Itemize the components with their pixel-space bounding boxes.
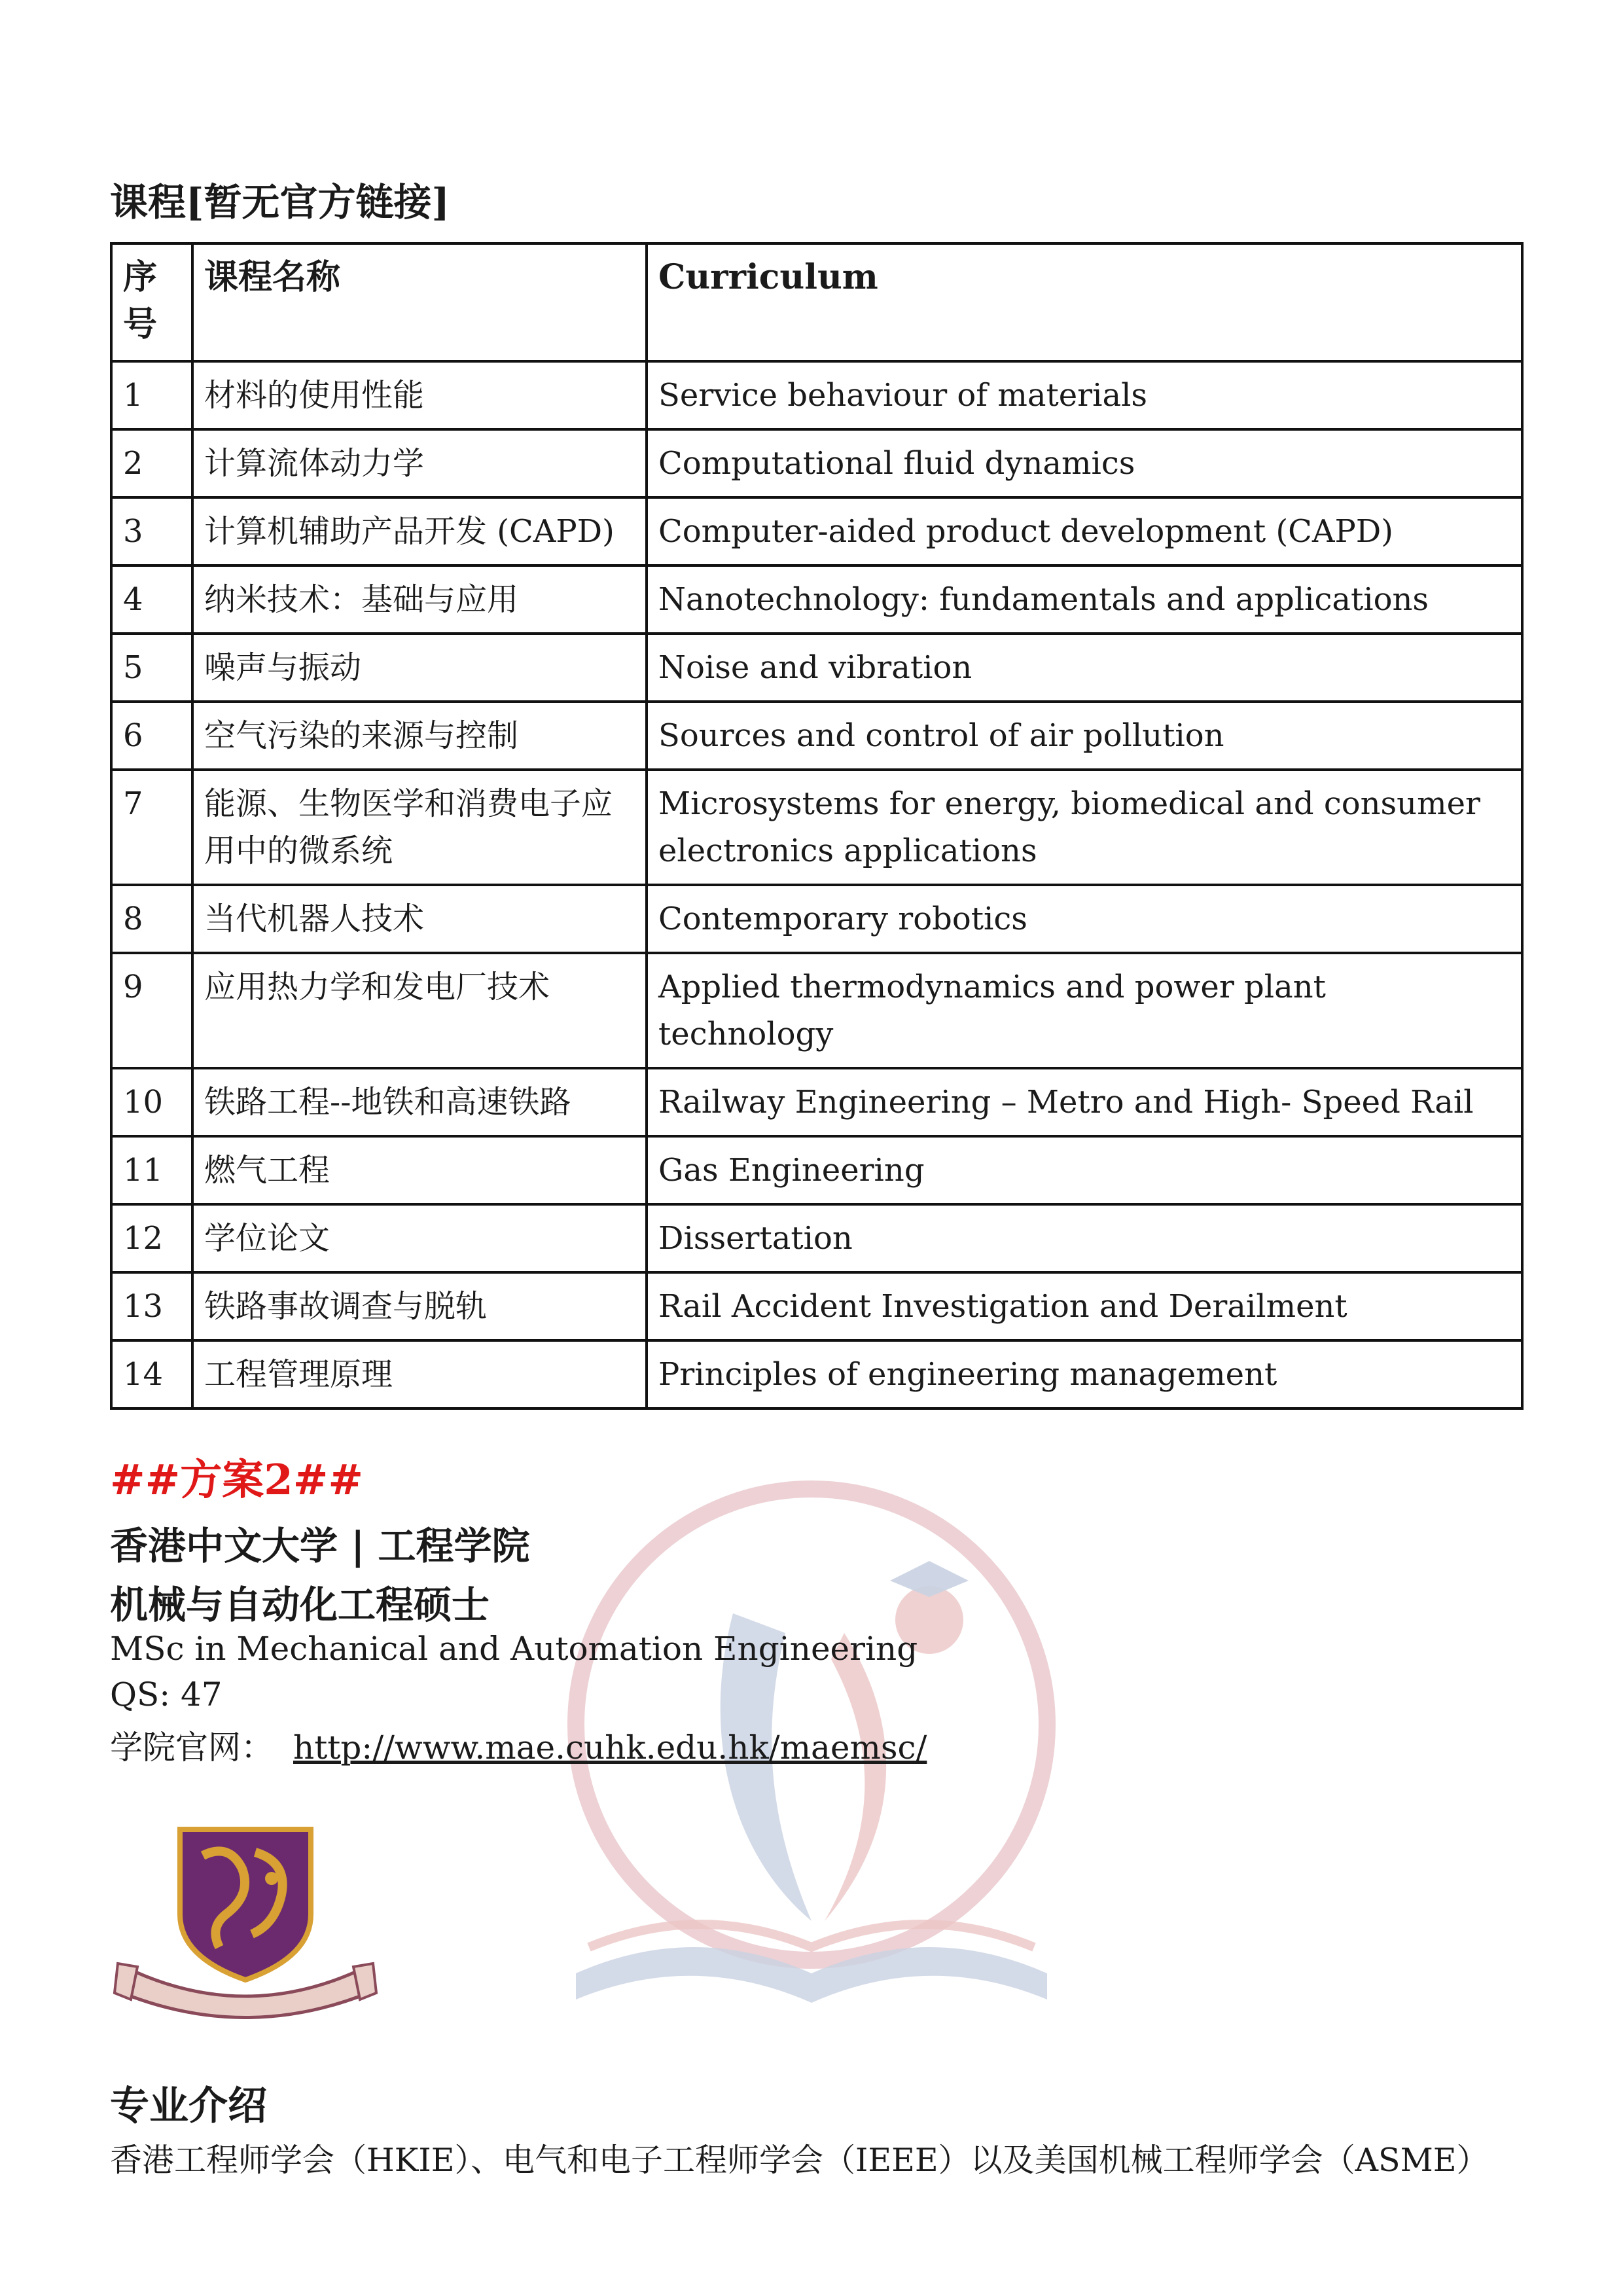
school-name: 香港中文大学 | 工程学院 <box>110 1524 530 1568</box>
row-course-cn: 燃气工程 <box>192 1136 647 1204</box>
row-course-cn: 噪声与振动 <box>192 634 647 702</box>
website-label: 学院官网： <box>110 1729 274 1767</box>
website-link[interactable]: http://www.mae.cuhk.edu.hk/maemsc/ <box>293 1729 927 1767</box>
row-course-en: Applied thermodynamics and power plant technology <box>647 953 1522 1068</box>
row-course-en: Rail Accident Investigation and Derailment <box>647 1272 1522 1340</box>
table-row <box>111 1340 1522 1408</box>
table-row <box>111 565 1522 634</box>
row-index: 11 <box>111 1136 192 1204</box>
row-index: 10 <box>111 1068 192 1136</box>
row-course-cn: 铁路工程--地铁和高速铁路 <box>192 1068 647 1136</box>
row-index: 13 <box>111 1272 192 1340</box>
row-course-en: Railway Engineering – Metro and High- Speed Rail <box>647 1068 1522 1136</box>
row-course-cn: 计算流体动力学 <box>192 429 647 497</box>
row-course-en: Nanotechnology: fundamentals and applications <box>647 565 1522 634</box>
table-row <box>111 1204 1522 1272</box>
table-row <box>111 361 1522 429</box>
row-course-en: Principles of engineering management <box>647 1340 1522 1408</box>
row-course-cn: 应用热力学和发电厂技术 <box>192 953 647 1068</box>
row-course-cn: 能源、生物医学和消费电子应用中的微系统 <box>192 770 647 885</box>
row-index: 8 <box>111 885 192 953</box>
row-course-en: Service behaviour of materials <box>647 361 1522 429</box>
row-index: 4 <box>111 565 192 634</box>
row-course-cn: 计算机辅助产品开发 (CAPD) <box>192 497 647 565</box>
table-row <box>111 429 1522 497</box>
row-course-en: Dissertation <box>647 1204 1522 1272</box>
curriculum-table <box>110 242 1524 1410</box>
row-course-en: Computational fluid dynamics <box>647 429 1522 497</box>
table-row <box>111 702 1522 770</box>
row-course-cn: 当代机器人技术 <box>192 885 647 953</box>
table-row <box>111 1136 1522 1204</box>
table-row <box>111 770 1522 885</box>
row-course-en: Gas Engineering <box>647 1136 1522 1204</box>
degree-name-cn: 机械与自动化工程硕士 <box>110 1583 490 1627</box>
row-course-cn: 铁路事故调查与脱轨 <box>192 1272 647 1340</box>
table-row <box>111 953 1522 1068</box>
row-index: 12 <box>111 1204 192 1272</box>
table-row <box>111 1068 1522 1136</box>
plan-label: ##方案2## <box>110 1456 364 1505</box>
row-index: 9 <box>111 953 192 1068</box>
row-course-cn: 学位论文 <box>192 1204 647 1272</box>
row-course-cn: 纳米技术：基础与应用 <box>192 565 647 634</box>
row-course-en: Sources and control of air pollution <box>647 702 1522 770</box>
row-course-cn: 材料的使用性能 <box>192 361 647 429</box>
row-index: 3 <box>111 497 192 565</box>
row-course-cn: 空气污染的来源与控制 <box>192 702 647 770</box>
row-course-en: Computer-aided product development (CAPD) <box>647 497 1522 565</box>
qs-ranking: QS: 47 <box>110 1676 223 1713</box>
row-course-en: Microsystems for energy, biomedical and consumer electronics applications <box>647 770 1522 885</box>
row-course-cn: 工程管理原理 <box>192 1340 647 1408</box>
header-course-cn: 课程名称 <box>192 243 647 361</box>
curriculum-section-title: 课程[暂无官方链接] <box>110 180 450 224</box>
row-index: 6 <box>111 702 192 770</box>
website-line <box>110 1721 927 1768</box>
row-index: 14 <box>111 1340 192 1408</box>
intro-text: 香港工程师学会（HKIE）、电气和电子工程师学会（IEEE）以及美国机械工程师学会（ASME） <box>110 2142 1489 2179</box>
table-row <box>111 1272 1522 1340</box>
intro-title: 专业介绍 <box>110 2083 267 2129</box>
header-curriculum: Curriculum <box>647 243 1522 361</box>
row-index: 5 <box>111 634 192 702</box>
table-row <box>111 634 1522 702</box>
university-crest <box>111 1816 380 2019</box>
row-index: 7 <box>111 770 192 885</box>
header-index: 序号 <box>111 243 192 361</box>
table-row <box>111 497 1522 565</box>
row-index: 1 <box>111 361 192 429</box>
table-row <box>111 885 1522 953</box>
row-index: 2 <box>111 429 192 497</box>
table-header-row <box>111 243 1522 361</box>
row-course-en: Contemporary robotics <box>647 885 1522 953</box>
row-course-en: Noise and vibration <box>647 634 1522 702</box>
degree-name-en: MSc in Mechanical and Automation Engineering <box>110 1630 918 1668</box>
